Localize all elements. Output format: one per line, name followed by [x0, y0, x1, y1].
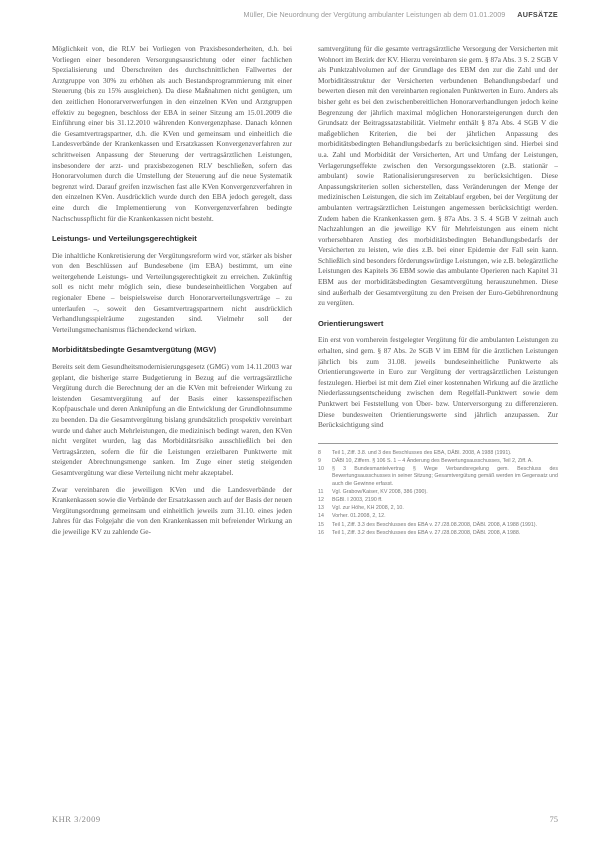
running-header [52, 10, 558, 24]
section-heading: Orientierungswert [318, 318, 384, 328]
footnote [318, 530, 558, 537]
footnote [318, 489, 558, 496]
footnote-text: DÄBl 10, Ziffern. § 106 S. 1 – 4 Änderung des Bewertungsausschusses, Teil 2, Ziff. A. [332, 457, 533, 464]
footnote-text: Vgl. zur Höhe, KH 2008, 2, 10. [332, 505, 404, 512]
section-heading: Leistungs- und Verteilungsgerechtigkeit [52, 234, 197, 244]
section-heading: Morbiditätsbedingte Gesamtvergütung (MGV) [52, 345, 217, 355]
footnote [318, 466, 558, 488]
footnote-text: Teil 1, Ziff. 3.3 des Beschlusses des EBA v. 27./28.08.2008, DÄBl. 2008, A 1988 (1991). [332, 521, 538, 528]
footnote-text: BGBl. I 2003, 2190 ff. [332, 497, 383, 503]
paragraph: Die inhaltliche Konkretisierung der Vergütungsreform wird vor, stärker als bisher von den Beschlüssen auf Bundesebene (im EBA) bestimmt, um eine weitergehende Leistungs- und Verteilungsgerechtigkeit zu erreichen. Zukünftig soll es nicht mehr möglich sein, diese bundeseinheitlichen Vorgaben auf regionaler Ebene – beispielsweise durch Honorarverteilungsverträge – zu unterlaufen –, soweit den Gesamtvertragspartnern nicht ausdrücklich Verhandlungsspielräume zugestanden sind. Vielmehr soll der Verteilungsmechanismus flächendeckend wirken. [52, 250, 292, 334]
footnote-number: 14 [318, 513, 324, 520]
footnote-number: 12 [318, 497, 324, 503]
footnote-number: 10 [318, 466, 324, 473]
footnote [318, 505, 558, 512]
footnote [318, 522, 558, 529]
paragraph: Ein erst von vornherein festgelegter Vergütung für die ambulanten Leistungen zu erhalten, sind gem. § 87 Abs. 2e SGB V im EBM für die ärztlichen Leistungen jährlich bis zum 31.08. jeweils bundeseinheitliche Punktwerte als Orientierungswerte in Euro zur Vergütung der vertragsärztlichen Leistungen festzulegen. Hierbei ist mit dem Ziel einer kostennahen Wirkung auf die ärztliche Niederlassungsentscheidung zwischen dem Regelfall-Punktwert sowie dem Punktwert bei Feststellung von Über- bzw. Unterversorgung zu differenzieren. Diese bundesweiten Orientierungswerte sind jährlich anzupassen. Zur Berücksichtigung sind [318, 335, 558, 430]
page-number: 75 [549, 814, 558, 824]
footnote-number: 9 [318, 457, 321, 464]
footnote [318, 450, 558, 457]
footnote-number: 16 [318, 529, 324, 536]
left-column [52, 44, 292, 804]
footnotes [318, 443, 558, 537]
footnote-number: 13 [318, 505, 324, 512]
footnote-number: 15 [318, 521, 324, 528]
footnote-text: Vorher. 01.2008, 2, 12. [332, 513, 386, 520]
journal-issue: KHR 3/2009 [52, 814, 101, 824]
page-footer [52, 814, 558, 828]
footnote [318, 497, 558, 504]
paragraph: samtvergütung für die gesamte vertragsärztliche Versorgung der Versicherten mit Wohnort im Bezirk der KV. Hierzu vereinbaren sie gem. § 87a Abs. 3 S. 2 SGB V als Punktzahlvolumen auf der Grundlage des EBM den zur die Zahl und der Morbiditätsstruktur der Versicherten verbundenen Behandlungsbedarf und bewerten diesen mit den vereinbarten regionalen Punktwerten in Euro. Anders als bisher geht es bei den zwischenbereitlichen Honorarverhandlungen jedoch keine Begrenzung der jährlich maximal möglichen Honorarsteigerungen durch den Grundsatz der Beitragssatzstabilität. Vielmehr enthält § 87a Abs. 4 SGB V die maßgeblichen Kriterien, die bei der jährlichen Anpassung des morbiditätsbedingten Behandlungsbedarfs zu berücksichtigen sind. Hierbei sind u.a. Zahl und Morbidität der Versicherten, Art und Umfang der Leistungen, Verlagerungseffekte zwischen den Versorgungssektoren (z.B. stationär – ambulant) sowie Rationalisierungsreserven zu berücksichtigen. Diese Anpassungskriterien sollen sicherstellen, dass Veränderungen der Menge der medizinischen Leistungen, die sich im Zeitablauf ergeben, bei der Vergütung der ambulanten vertragsärztlichen Leistungen angemessen berücksichtigt werden. Zudem haben die Krankenkassen gem. § 87a Abs. 3 S. 4 SGB V zeitnah auch Nachzahlungen an die jeweilige KV für Mehrleistungen aus einem nicht vorhersehbaren Anstieg des morbiditätsbedingten Behandlungsbedarfs der Versicherten zu leisten, wie dies z.B. bei einer Epidemie der Fall sein kann. Schließlich sind besonders förderungswürdige Leistungen, wie z.B. belegärztliche Leistungen des Kapitels 36 EBM sowie das ambulante Operieren nach Kapitel 31 EBM aus der morbiditätsbedingten Gesamtvergütung herauszunehmen. Diese sind außerhalb der Gesamtvergütung zu den Preisen der Euro-Gebührenordnung zu vergüten. [318, 44, 558, 308]
footnote-text: Teil 1, Ziff. 3.2 des Beschlusses des EBA v. 27./28.08.2008, DÄBl. 2008, A 1988. [332, 529, 521, 536]
paragraph: Zwar vereinbaren die jeweiligen KVen und die Landesverbände der Krankenkassen sowie die Verbände der Ersatzkassen auch auf der Basis der neuen Vergütungsordnung gemeinsam und einheitlich jeweils zum 31.10. eines jeden Jahres für das Folgejahr die von den Krankenkassen mit befreiender Wirkung an die jeweilige KV zu zahlende Ge- [52, 484, 292, 536]
paragraph: Bereits seit dem Gesundheitsmodernisierungsgesetz (GMG) vom 14.11.2003 war geplant, die bisherige starre Budgetierung in Bezug auf die vertragsärztliche Vergütung durch die Berechnung der an die KVen mit befreiender Wirkung zu leistenden Gesamtvergütung auf der Basis einer kassenspezifischen Kopfpauschale und deren Anknüpfung an die Entwicklung der Grundlohnsumme zu beenden. Da die Gesamtvergütung bislang grundsätzlich prospektiv vereinbart wurde und daher auch Mehrleistungen, die medizinisch bedingt waren, den KVen nicht vergütet wurden, lag das Morbiditätsrisiko ausschließlich bei den Vertragsärzten, sofern die für die Leistungen erzielbaren Punktwerte mit steigender Abrechnungsmenge sanken. Im Zuge einer stetig steigenden Gesamtvergütung war diese Verteilung nicht mehr akzeptabel. [52, 362, 292, 477]
right-column [318, 44, 558, 804]
footnote-number: 11 [318, 488, 324, 495]
paragraph: Möglichkeit von, die RLV bei Vorliegen von Praxisbesonderheiten, d.h. bei Vorliegen einer besonderen Versorgungsausrichtung oder einer fachlichen Spezialisierung und Überschreiten des durchschnittlichen Fallwertes der Arztgruppe von 30% zu erhöhen als auch Bestandsprogrammierung mit einer Steuerung (bis zu 15% ausgleichen). Da diese Maßnahmen nicht genügten, um den zeitlichen Honorarverwerfungen in den einzelnen KVen und Arztgruppen effektiv zu begegnen, beschloss der EBA in seiner Sitzung am 15.01.2009 die Einführung einer bis 31.12.2010 währenden Konvergenzphase. Danach können die Gesamtvertragspartner, d.h. die KVen und gemeinsam und einheitlich die Landesverbände der Krankenkassen und Ersatzkassen Konvergenzverfahren zur schrittweisen Anpassung der Steuerung der vertragsärztlichen Leistungen, insbesondere der arzt- und praxisbezogenen RLV beschließen, sofern das Honorarvolumen durch die Umstellung der Steuerung auf die neue Systematik begrenzt wird. Darauf greifen inzwischen fast alle KVen Konvergenzverfahren in den einzelnen KVen. Ausdrücklich wurde durch den EBA jedoch geregelt, dass eine durch die Implementierung von Konvergenzverfahren bedingte Nachschusspflicht für die Krankenkassen nicht besteht. [52, 44, 292, 223]
footnote-text: Vgl. Grabow/Kaiser, KV 2008, 386 (390). [332, 488, 428, 495]
footnote-text: Teil 1, Ziff. 3.8. und 3 des Beschlusses des EBA, DÄBl. 2008, A 1988 (1991). [332, 449, 512, 456]
footnote-text: § 3 Bundesmantelvertrag § Wege Verbandsregelung gem. Beschluss des Bewertungsausschusses in seiner Sitzung; Gesamtvergütung gemäß werden im Gegensatz und auch die Gewinne erfasst. [332, 466, 558, 487]
footnote [318, 513, 558, 520]
section-label: AUFSÄTZE [517, 10, 558, 19]
footnote-number: 8 [318, 449, 321, 456]
footnote [318, 458, 558, 465]
running-title: Müller, Die Neuordnung der Vergütung ambulanter Leistungen ab dem 01.01.2009 [243, 10, 506, 19]
